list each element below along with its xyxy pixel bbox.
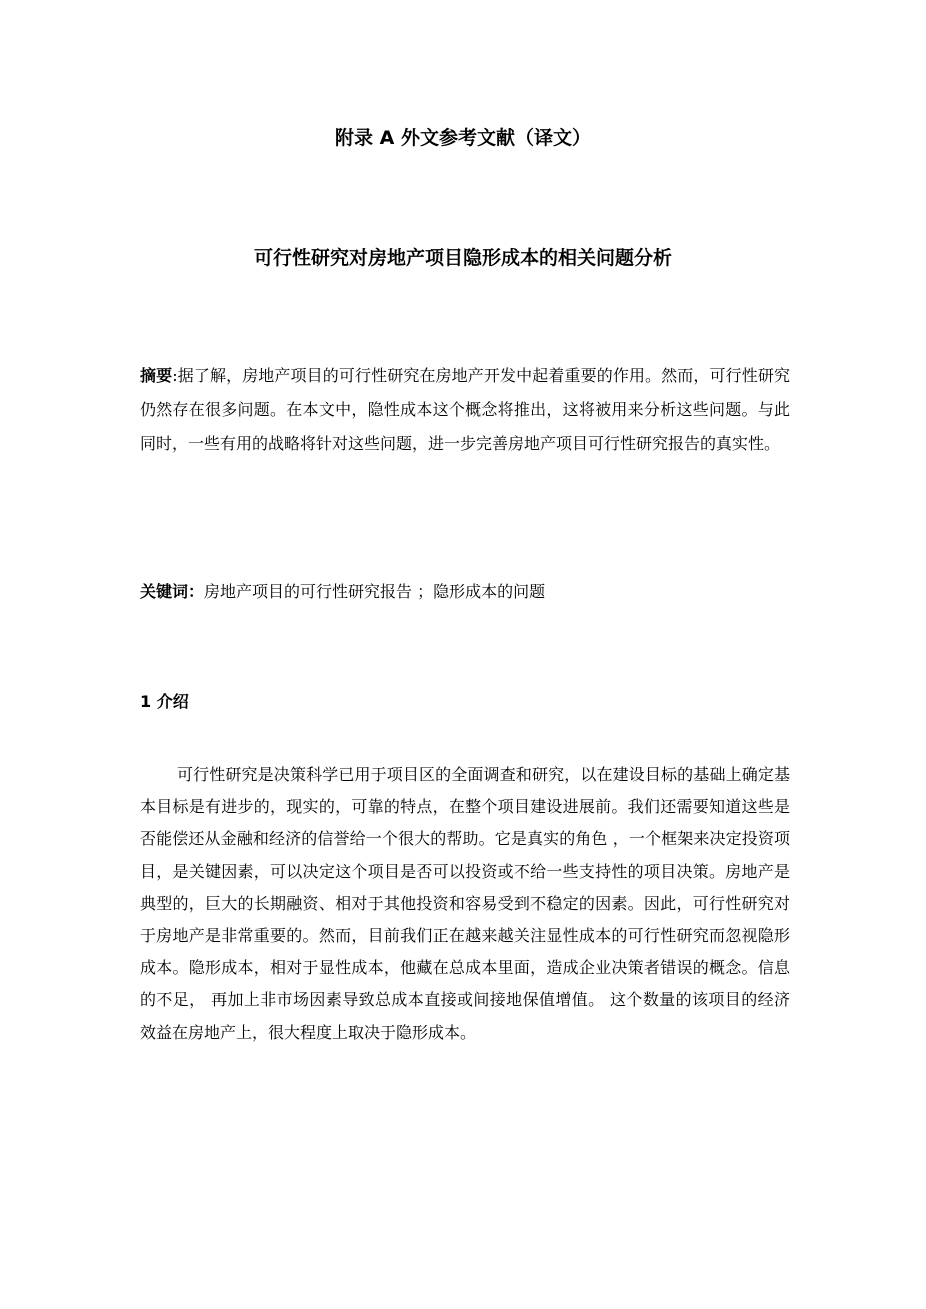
introduction-paragraph: 可行性研究是决策科学已用于项目区的全面调查和研究，以在建设目标的基础上确定基本目标是有进步的，现实的，可靠的特点，在整个项目建设进展前。我们还需要知道这些是否能偿还从金融和经济的信誉给一个很大的帮助。它是真实的角色 ，一个框架来决定投资项目，是关键因素，可以决定这个项目是否可以投资或不给一些支持性的项目决策。房地产是典型的，巨大的长期融资、相对于其他投资和容易受到不稳定的因素。因此，可行性研究对于房地产是非常重要的。然而，目前我们正在越来越关注显性成本的可行性研究而忽视隐形成本。隐形成本，相对于显性成本，他藏在总成本里面，造成企业决策者错误的概念。信息的不足， 再加上非市场因素导致总成本直接或间接地保值增值。 这个数量的该项目的经济效益在房地产上，很大程度上取决于隐形成本。 [140,765,790,1042]
abstract-label: 摘要 [140,366,173,385]
paper-title: 可行性研究对房地产项目隐形成本的相关问题分析 [253,247,672,269]
abstract [140,359,790,461]
abstract-separator: : [172,366,178,385]
keywords [140,576,790,608]
keywords-label: 关键词： [140,582,205,601]
abstract-text: 据了解，房地产项目的可行性研究在房地产开发中起着重要的作用。然而，可行性研究仍然存在很多问题。在本文中，隐性成本这个概念将推出，这将被用来分析这些问题。与此同时，一些有用的战略将针对这些问题，进一步完善房地产项目可行性研究报告的真实性。 [140,366,790,453]
section-heading-introduction: 1 介绍 [140,692,189,711]
appendix-title: 附录 A 外文参考文献（译文） [335,127,591,149]
keywords-text: 房地产项目的可行性研究报告 ；隐形成本的问题 [204,582,546,601]
